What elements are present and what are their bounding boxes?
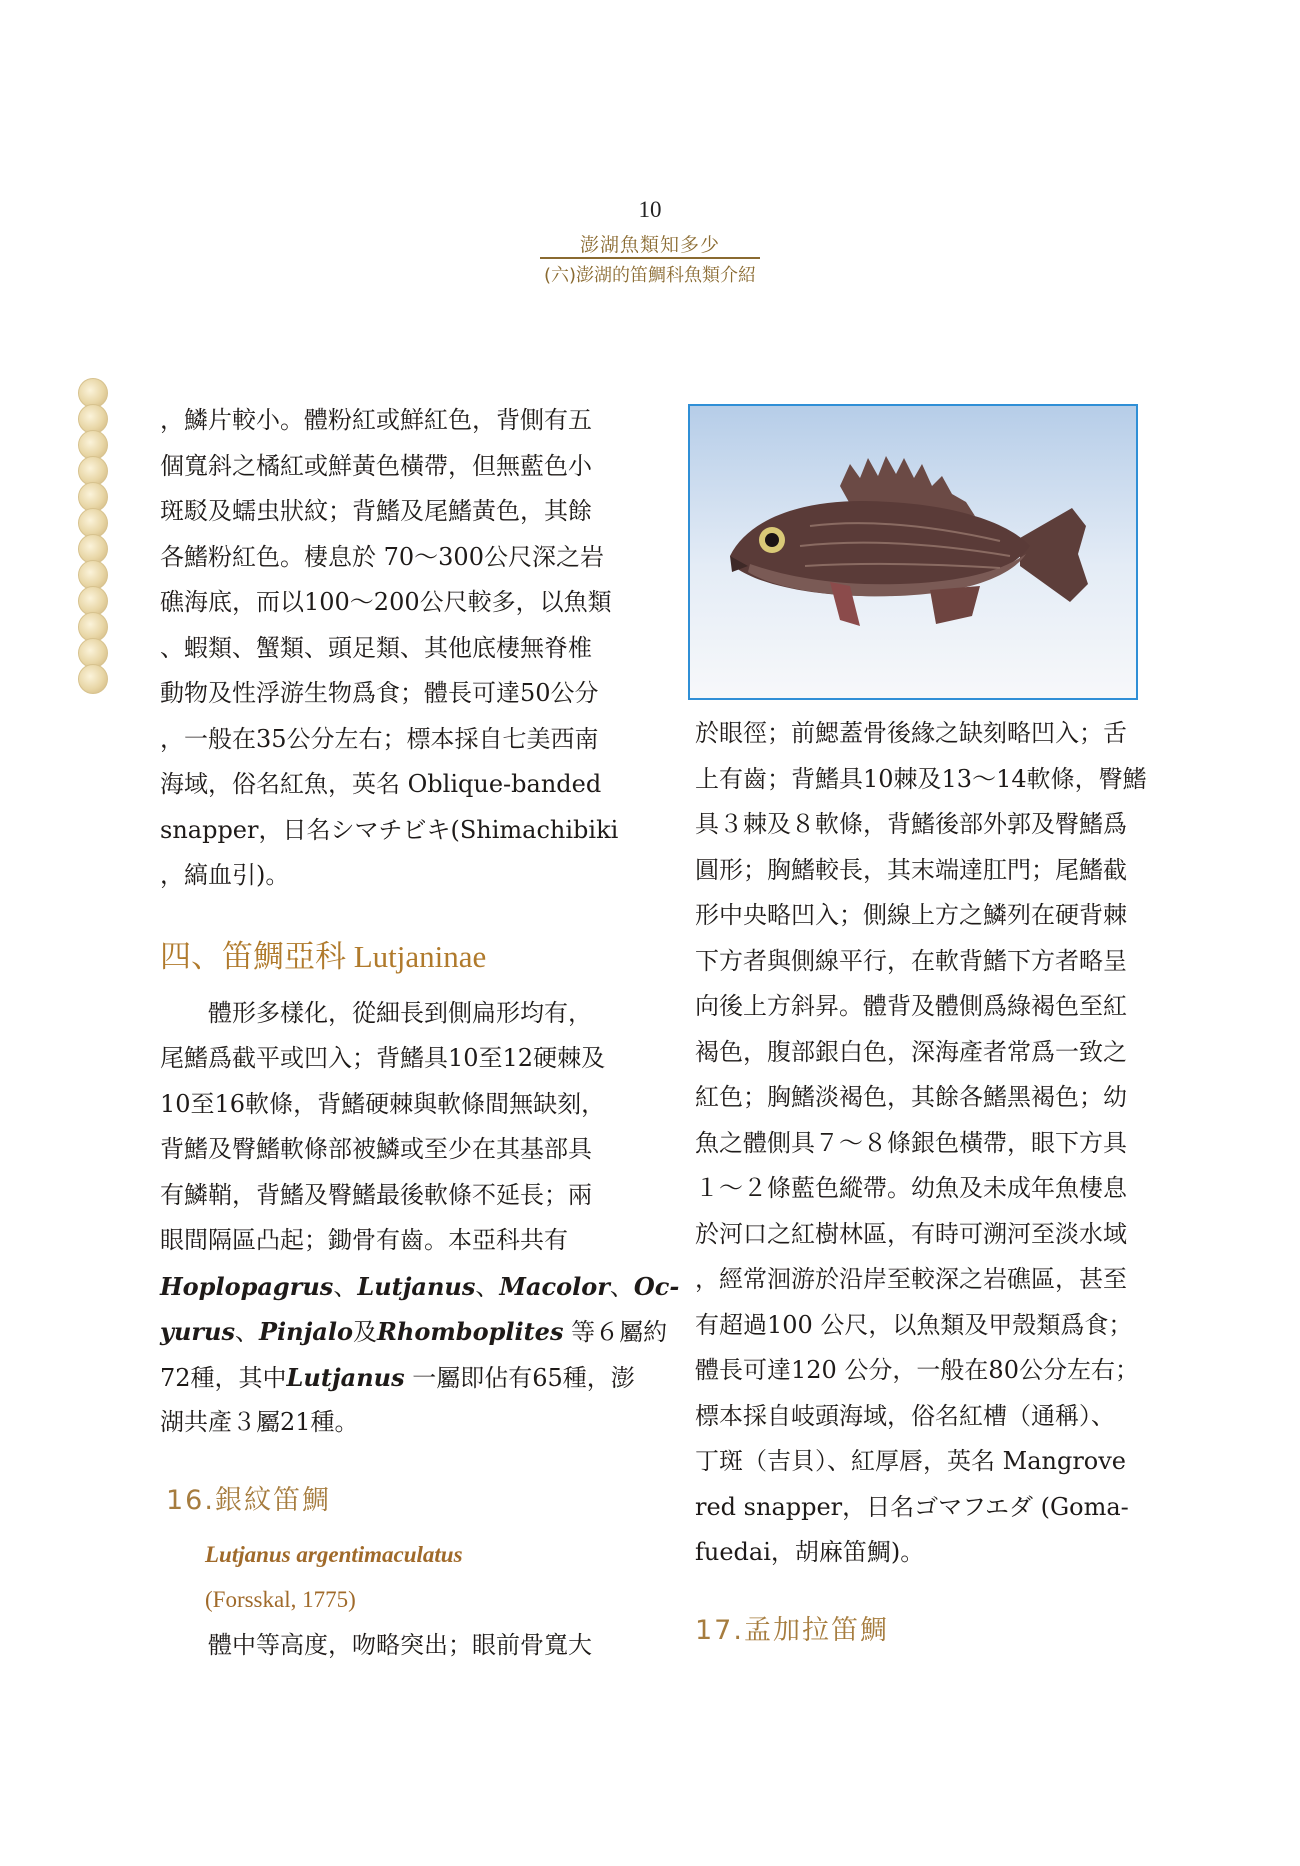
genera-count: 等６屬約 xyxy=(563,1318,668,1346)
body-text-line: 標本採自岐頭海域，俗名紅槽（通稱）、 xyxy=(695,1401,1115,1430)
body-text-line: ，經常洄游於沿岸至較深之岩礁區，甚至 xyxy=(695,1265,1127,1293)
body-text-line: 體長可達120 公分，一般在80公分左右； xyxy=(695,1356,1139,1384)
page-number: 10 xyxy=(638,197,662,222)
body-text-line: ，一般在35公分左右；標本採自七美西南 xyxy=(160,724,599,753)
body-text-line: 下方者與側線平行，在軟背鰭下方者略呈 xyxy=(695,946,1127,975)
body-text-line: ，鱗片較小。體粉紅或鮮紅色，背側有五 xyxy=(160,406,592,434)
body-text-line: 眼間隔區凸起；鋤骨有齒。本亞科共有 xyxy=(160,1226,568,1254)
separator: 、 xyxy=(333,1272,358,1301)
genus-name: Macolor xyxy=(499,1271,610,1301)
text-fragment: 72種，其中 xyxy=(160,1363,287,1392)
body-text-line: 上有齒；背鰭具10棘及13～14軟條，臀鰭 xyxy=(695,764,1147,793)
body-text-line: 具３棘及８軟條，背鰭後部外郭及臀鰭爲 xyxy=(695,810,1127,838)
body-text-line: 紅色；胸鰭淡褐色，其餘各鰭黑褐色；幼 xyxy=(695,1083,1127,1111)
body-text-line: 動物及性浮游生物爲食；體長可達50公分 xyxy=(160,679,599,707)
body-text-line: 個寬斜之橘紅或鮮黃色橫帶，但無藍色小 xyxy=(160,451,592,480)
text-fragment: 一屬即佔有65種，澎 xyxy=(404,1363,635,1392)
body-text-line: 向後上方斜昇。體背及體側爲綠褐色至紅 xyxy=(695,992,1127,1020)
body-text-line: fuedai，胡麻笛鯛)。 xyxy=(695,1538,925,1566)
body-text-line: 海域，俗名紅魚，英名 Oblique-banded xyxy=(160,770,602,798)
body-text-line: 體形多樣化，從細長到側扁形均有， xyxy=(208,998,592,1027)
body-text-line: 魚之體側具７～８條銀色橫帶，眼下方具 xyxy=(695,1128,1127,1157)
body-text-line: 10至16軟條，背鰭硬棘與軟條間無缺刻， xyxy=(160,1089,606,1118)
body-text-line: 圓形；胸鰭較長，其末端達肛門；尾鰭截 xyxy=(695,855,1127,884)
body-text-line: 湖共產３屬21種。 xyxy=(160,1408,359,1436)
body-text-line: 於眼徑；前鰓蓋骨後緣之缺刻略凹入；舌 xyxy=(695,719,1127,747)
species-heading: 16.銀紋笛鯛 xyxy=(166,1484,331,1516)
body-text-line: １～２條藍色縱帶。幼魚及未成年魚棲息 xyxy=(695,1174,1127,1202)
body-text-line: 於河口之紅樹林區，有時可溯河至淡水域 xyxy=(695,1219,1127,1248)
body-text-line: 、蝦類、蟹類、頭足類、其他底棲無脊椎 xyxy=(160,633,592,662)
left-column xyxy=(160,398,680,1668)
chapter-title: (六)澎湖的笛鯛科魚類介紹 xyxy=(543,265,757,286)
body-text-line: 體中等高度，吻略突出；眼前骨寬大 xyxy=(208,1630,592,1659)
body-text-line: 斑駁及蠕虫狀紋；背鰭及尾鰭黃色，其餘 xyxy=(160,497,592,525)
separator: 、 xyxy=(475,1272,500,1301)
separator: 、 xyxy=(609,1272,634,1301)
species-heading: 17.孟加拉笛鯛 xyxy=(695,1614,889,1646)
decorative-border xyxy=(78,378,114,690)
genus-name: Rhomboplites xyxy=(376,1317,564,1346)
section-heading: 四、笛鯛亞科 Lutjaninae xyxy=(160,938,487,974)
genera-line xyxy=(160,1309,668,1355)
body-text-line: 有鱗鞘，背鰭及臀鰭最後軟條不延長；兩 xyxy=(160,1180,592,1209)
body-text-line: 褐色，腹部銀白色，深海產者常爲一致之 xyxy=(695,1037,1127,1066)
separator: 、 xyxy=(235,1318,259,1346)
right-column xyxy=(695,711,1155,1662)
body-text-line: 丁斑（吉貝）、紅厚唇，英名 Mangrove xyxy=(695,1447,1127,1475)
body-text-line: 有超過100 公尺，以魚類及甲殼類爲食； xyxy=(695,1310,1133,1339)
genus-name: yurus xyxy=(160,1317,235,1346)
ornament-dot xyxy=(78,664,108,694)
body-text-line: 背鰭及臀鰭軟條部被鱗或至少在其基部具 xyxy=(160,1135,592,1163)
fish-illustration xyxy=(690,406,1136,698)
genus-name: Pinjalo xyxy=(259,1317,353,1346)
body-text-line: 尾鰭爲截平或凹入；背鰭具10至12硬棘及 xyxy=(160,1044,606,1072)
genera-line xyxy=(160,1264,680,1310)
book-title: 澎湖魚類知多少 xyxy=(579,234,720,256)
genus-name: Hoplopagrus xyxy=(160,1271,334,1301)
body-text-line: ，縞血引)。 xyxy=(160,861,290,889)
body-text-line: snapper，日名シマチビキ(Shimachibiki xyxy=(160,815,619,844)
fish-photo xyxy=(688,404,1138,700)
genera-line xyxy=(160,1355,635,1401)
body-text-line: 形中央略凹入；側線上方之鱗列在硬背棘 xyxy=(695,901,1127,929)
body-text-line: 礁海底，而以100～200公尺較多，以魚類 xyxy=(160,588,612,616)
genus-name: Oc- xyxy=(633,1271,680,1301)
genus-name: Lutjanus xyxy=(286,1362,405,1392)
body-text-line: red snapper，日名ゴマフエダ (Goma- xyxy=(695,1492,1129,1521)
header-divider xyxy=(540,257,760,259)
body-text-line: 各鰭粉紅色。棲息於 70～300公尺深之岩 xyxy=(160,542,604,571)
scientific-name: Lutjanus argentimaculatus xyxy=(205,1541,463,1567)
species-author: (Forsskal, 1775) xyxy=(205,1587,356,1612)
genus-name: Lutjanus xyxy=(357,1271,476,1301)
separator: 及 xyxy=(352,1318,377,1346)
